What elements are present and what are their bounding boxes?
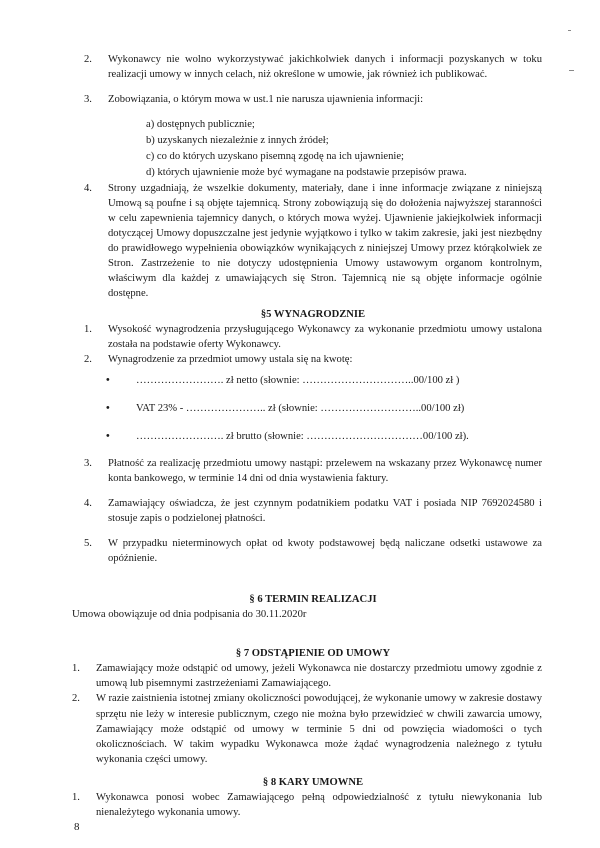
bullet-marker: • bbox=[106, 375, 110, 387]
item-text: Zamawiający może odstąpić od umowy, jeżeli Wykonawca nie dostarczy przedmiotu umowy zgodnie z umową lub pisemnymi zastrzeżeniami Zamawiającego. bbox=[96, 663, 542, 690]
amount-text: ……………………. zł brutto (słownie: ……………………………00/100 zł). bbox=[136, 431, 469, 443]
amount-text: ……………………. zł netto (słownie: …………………………..00/100 zł ) bbox=[136, 375, 460, 387]
s5-item-1 bbox=[84, 322, 542, 352]
paragraph-item-2 bbox=[84, 52, 542, 82]
sub-item-d: d) których ujawnienie może być wymagane na podstawie przepisów prawa. bbox=[146, 166, 467, 178]
item-number: 4. bbox=[84, 182, 92, 194]
section-heading-5: §5 WYNAGRODZNIE bbox=[260, 308, 366, 320]
item-number: 1. bbox=[72, 663, 80, 675]
amount-line-vat bbox=[84, 401, 542, 416]
page-number: 8 bbox=[74, 821, 80, 833]
item-number: 1. bbox=[72, 791, 80, 803]
item-text: Zobowiązania, o którym mowa w ust.1 nie narusza ujawnienia informacji: bbox=[108, 94, 424, 106]
s5-item-5 bbox=[84, 536, 542, 566]
item-text: Wykonawcy nie wolno wykorzystywać jakichkolwiek danych i informacji pozyskanych w toku realizacji umowy w innych celach, niż określone w umowie, jak również ich publikować. bbox=[108, 54, 542, 81]
bullet-marker: • bbox=[106, 431, 110, 443]
item-text: W razie zaistnienia istotnej zmiany okoliczności powodującej, że wykonanie umowy w zakresie dostawy sprzętu nie leży w interesie publicznym, czego nie można było przewidzieć w chwili zawarcia umowy, Zamawiający może odstąpić od umowy w terminie 5 dni od powzięcia wiadomości o tych okolicznościach. W takim wypadku Wykonawca może żądać wynagrodzenia należnego z tytułu wykonania części umowy. bbox=[96, 693, 542, 765]
item-number: 1. bbox=[84, 323, 92, 335]
sub-list bbox=[84, 117, 542, 181]
sub-item-b: b) uzyskanych niezależnie z innych źródeł; bbox=[146, 134, 329, 146]
item-text: Zamawiający oświadcza, że jest czynnym podatnikiem podatku VAT i posiada NIP 7692024580 i stosuje zapis o podzielonej płatności. bbox=[108, 498, 542, 525]
item-number: 5. bbox=[84, 538, 92, 550]
section-heading-7: § 7 ODSTĄPIENIE OD UMOWY bbox=[235, 648, 391, 660]
item-number: 3. bbox=[84, 458, 92, 470]
section-heading-8: § 8 KARY UMOWNE bbox=[262, 776, 364, 788]
sub-item-a: a) dostępnych publicznie; bbox=[146, 119, 255, 131]
item-number: 2. bbox=[84, 54, 92, 65]
amount-text: VAT 23% - ………………….. zł (słownie: ………………………..00/100 zł) bbox=[136, 403, 465, 415]
s5-item-4 bbox=[84, 496, 542, 526]
item-number: 2. bbox=[72, 693, 80, 705]
item-text: Strony uzgadniają, że wszelkie dokumenty, materiały, dane i inne informacje związane z niniejszą Umową są poufne i są objęte tajemnicą. Strony zobowiązują się do dołożenia najwyższej staranności w celu zapewnienia tajemnicy danych, o których mowa wyżej. Ujawnienie jakiejkolwiek informacji dotyczącej Umowy dopuszczalne jest jedynie wyjątkowo i tylko w takim zakresie, jaki jest niezbędny do prawidłowego wypełnienia obowiązków wynikających z niniejszej Umowy przez którąkolwiek ze Stron. Zastrzeżenie to nie dotyczy udostępnienia Umowy ustawowym organom kontrolnym, właściwym dla każdej z umawiających się Stron. Tajemnicą nie są objęte informacje ogólnie dostępne. bbox=[108, 182, 542, 299]
s6-text: Umowa obowiązuje od dnia podpisania do 30.11.2020r bbox=[72, 609, 307, 621]
scan-mark bbox=[568, 30, 571, 31]
item-number: 4. bbox=[84, 498, 92, 510]
s7-item-1 bbox=[72, 661, 542, 691]
item-text: Wysokość wynagrodzenia przysługującego Wykonawcy za wykonanie przedmiotu umowy ustalona została na podstawie oferty Wykonawcy. bbox=[108, 323, 542, 350]
s7-item-2 bbox=[72, 691, 542, 766]
section-heading-6: § 6 TERMIN REALIZACJI bbox=[249, 594, 377, 606]
s5-item-2 bbox=[84, 352, 542, 367]
amount-line-gross bbox=[84, 429, 542, 444]
paragraph-item-4 bbox=[84, 181, 542, 301]
bullet-marker: • bbox=[106, 403, 110, 415]
paragraph-item-3 bbox=[84, 92, 542, 107]
s5-item-3 bbox=[84, 456, 542, 486]
item-text: Wykonawca ponosi wobec Zamawiającego pełną odpowiedzialność z tytułu niewykonania lub nienależytego wykonania umowy. bbox=[96, 791, 542, 818]
item-number: 3. bbox=[84, 94, 92, 106]
sub-item-c: c) co do których uzyskano pisemną zgodę na ich ujawnienie; bbox=[146, 150, 404, 162]
item-text: W przypadku nieterminowych opłat od kwoty podstawowej będą naliczane odsetki ustawowe za opóźnienie. bbox=[108, 538, 542, 565]
s8-item-1 bbox=[72, 790, 542, 820]
item-number: 2. bbox=[84, 354, 92, 365]
item-text: Płatność za realizację przedmiotu umowy nastąpi: przelewem na wskazany przez Wykonawcę numer konta bankowego, w terminie 14 dni od dnia wystawienia faktury. bbox=[108, 458, 542, 485]
scan-mark bbox=[569, 70, 574, 71]
amount-line-net bbox=[84, 373, 542, 388]
item-text: Wynagrodzenie za przedmiot umowy ustala się na kwotę: bbox=[108, 354, 353, 365]
